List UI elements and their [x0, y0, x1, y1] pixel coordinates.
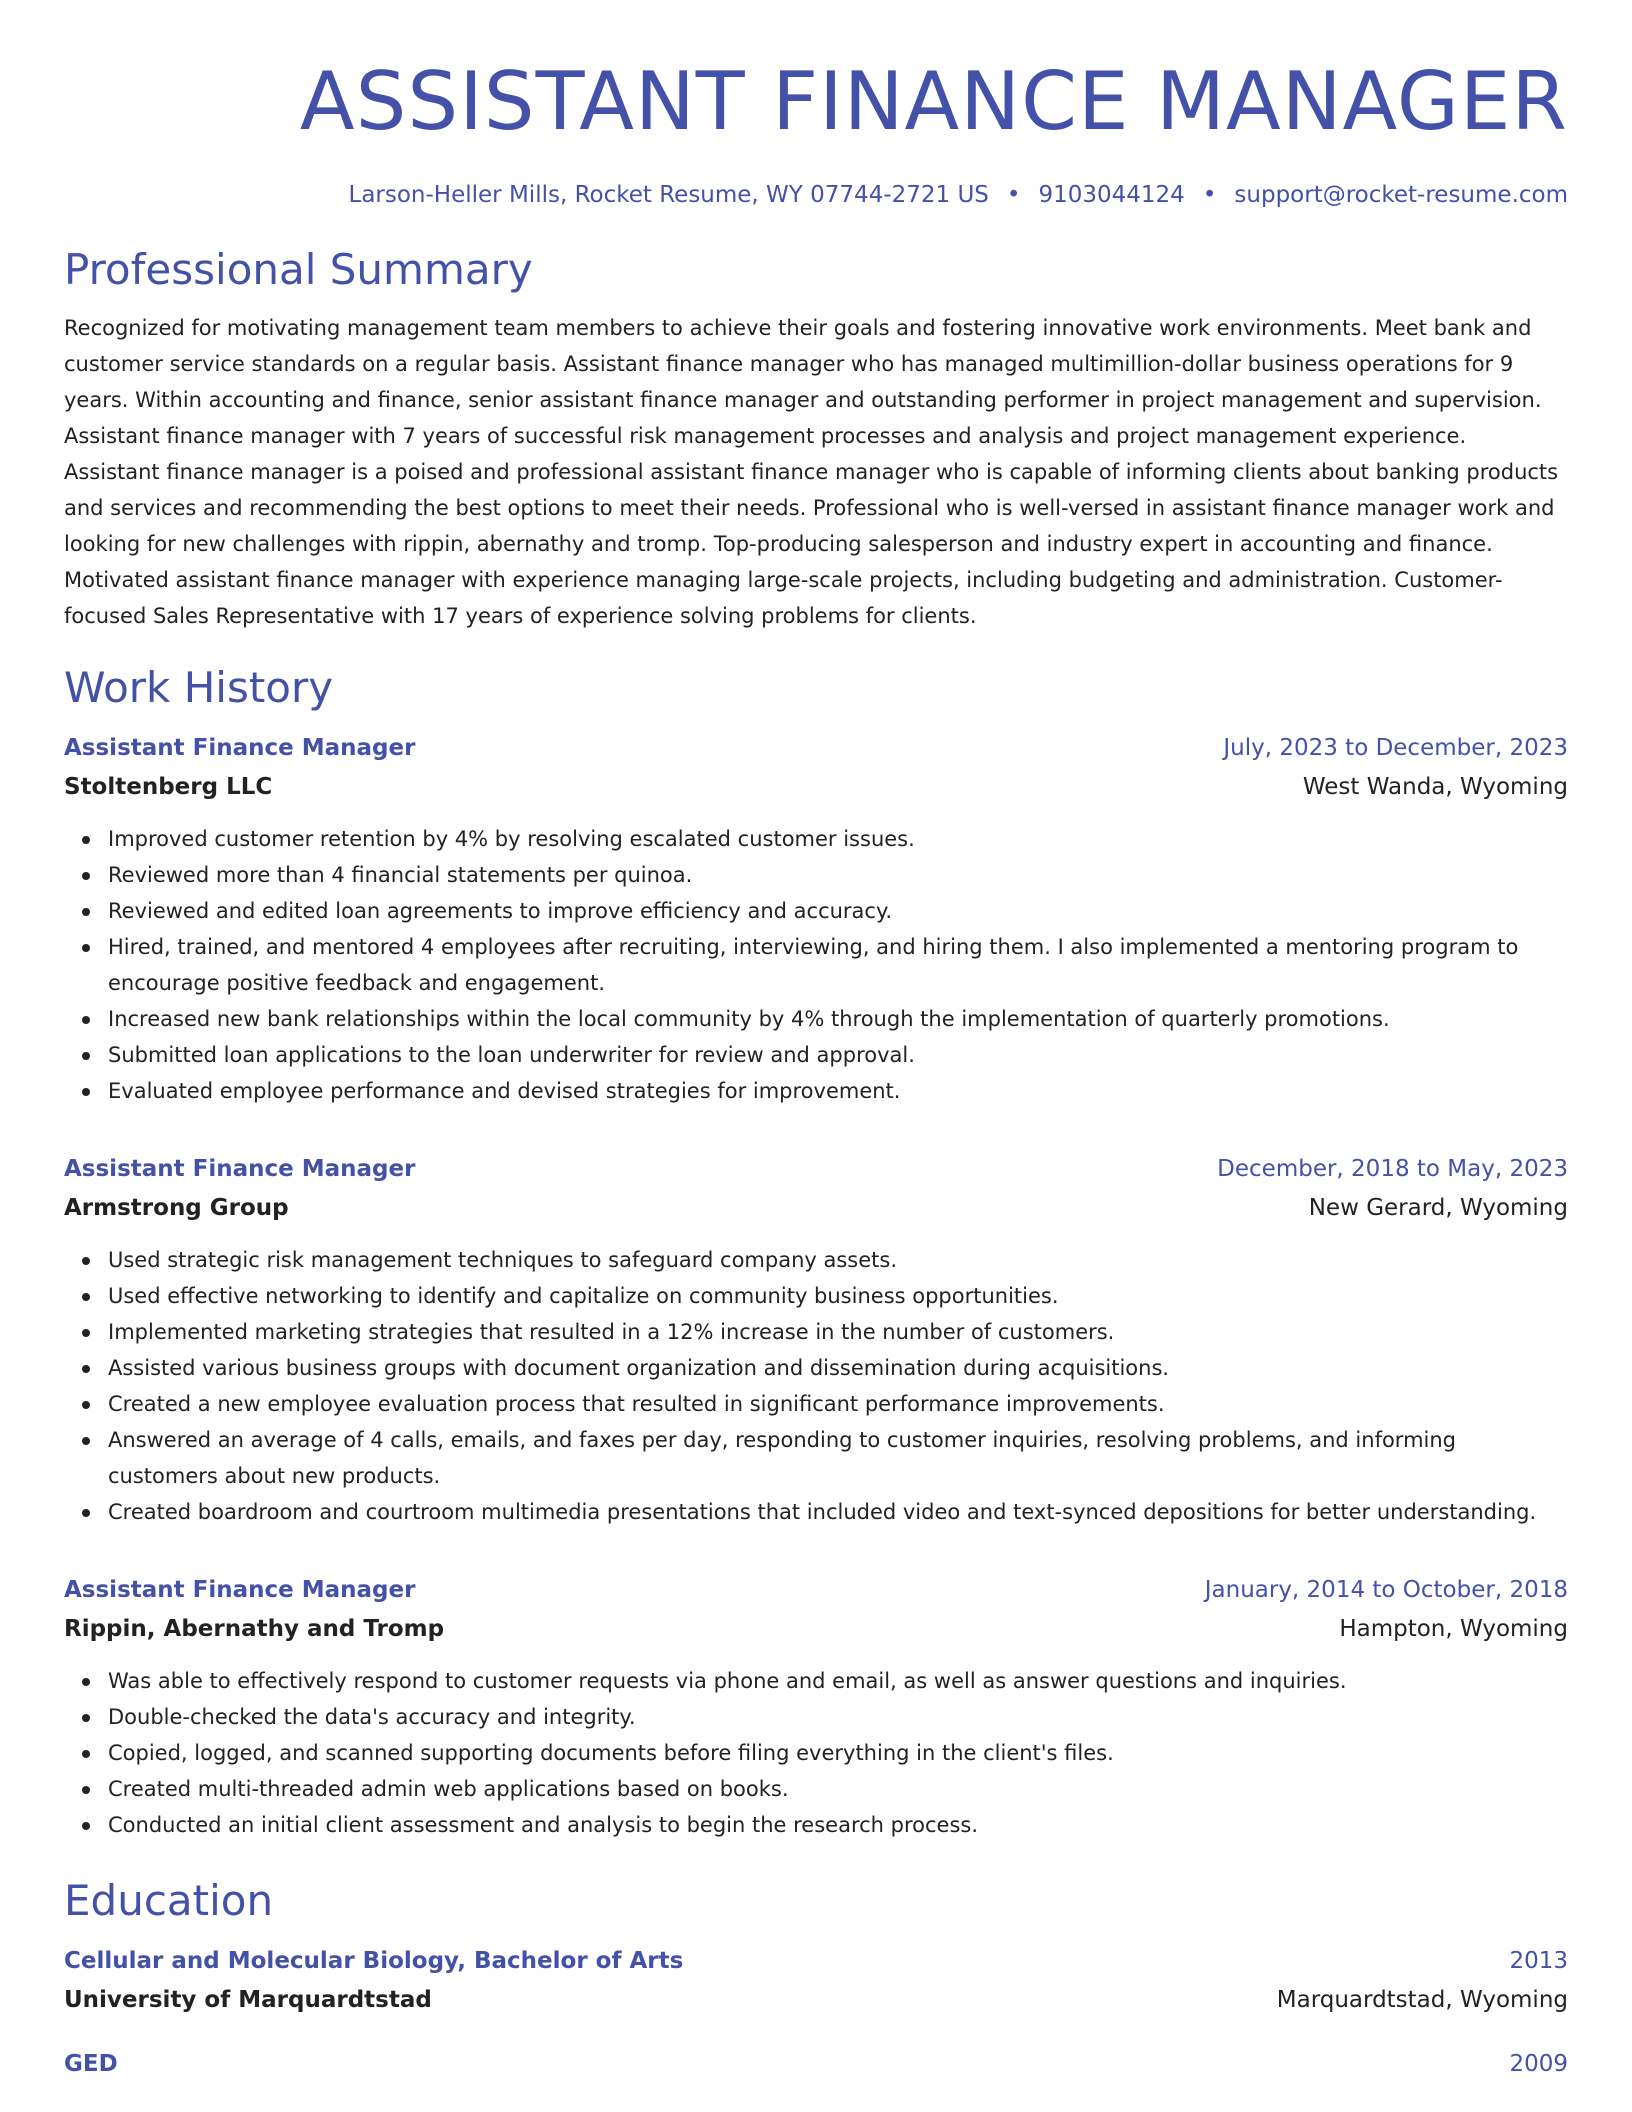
education-school-row	[64, 1977, 1568, 2016]
job-location: New Gerard, Wyoming	[1308, 1195, 1568, 1221]
job-bullet: Implemented marketing strategies that resulted in a 12% increase in the number of customers.	[108, 1314, 1568, 1350]
summary-text: Recognized for motivating management team members to achieve their goals and fostering innovative work environments. Meet bank and customer service standards on a regular basis. Assistant finance manager who has managed multimillion-dollar business operations for 9 years. Within accounting and finance, senior assistant finance manager and outstanding performer in project management and supervision. Assistant finance manager with 7 years of successful risk management processes and analysis and project management experience. Assistant finance manager is a poised and professional assistant finance manager who is capable of informing clients about banking products and services and recommending the best options to meet their needs. Professional who is well-versed in assistant finance manager work and looking for new challenges with rippin, abernathy and tromp. Top-producing salesperson and industry expert in accounting and finance. Motivated assistant finance manager with experience managing large-scale projects, including budgeting and administration. Customer-focused Sales Representative with 17 years of experience solving problems for clients.	[64, 316, 1559, 628]
education-degree: Cellular and Molecular Biology, Bachelor of Arts	[64, 1948, 684, 1974]
education-degree: GED	[64, 2051, 118, 2077]
contact-separator: •	[1006, 182, 1021, 208]
job-bullet: Reviewed more than 4 financial statements per quinoa.	[108, 857, 1568, 893]
job-bullet: Answered an average of 4 calls, emails, and faxes per day, responding to customer inquiries, resolving problems, and informing customers about new products.	[108, 1422, 1568, 1494]
job-company-row	[64, 1606, 1568, 1645]
education-entry	[64, 1945, 1568, 2016]
job-company: Rippin, Abernathy and Tromp	[64, 1616, 445, 1642]
job-title: Assistant Finance Manager	[64, 1577, 416, 1603]
contact-email: support@rocket-resume.com	[1234, 182, 1568, 208]
education-school: University of Marquardtstad	[64, 1987, 432, 2013]
education-degree-row	[64, 1945, 1568, 1977]
resume-header	[64, 52, 1568, 210]
contact-separator: •	[1202, 182, 1217, 208]
job-bullet: Increased new bank relationships within the local community by 4% through the implementation of quarterly promotions.	[108, 1001, 1568, 1037]
job-bullet: Double-checked the data's accuracy and integrity.	[108, 1699, 1568, 1735]
job-bullet: Evaluated employee performance and devised strategies for improvement.	[108, 1073, 1568, 1109]
job-bullet: Used effective networking to identify and capitalize on community business opportunities.	[108, 1278, 1568, 1314]
job-company-row	[64, 1185, 1568, 1224]
job-list	[64, 732, 1568, 1843]
professional-summary-section	[64, 244, 1568, 634]
education-section	[64, 1875, 1568, 2080]
job-dates: December, 2018 to May, 2023	[1217, 1156, 1568, 1182]
job-bullet-list	[64, 1663, 1568, 1843]
work-history-section	[64, 662, 1568, 1843]
job-title: Assistant Finance Manager	[64, 1156, 416, 1182]
job-dates: January, 2014 to October, 2018	[1204, 1577, 1568, 1603]
job-entry	[64, 732, 1568, 1109]
job-bullet-list	[64, 821, 1568, 1109]
job-company: Armstrong Group	[64, 1195, 289, 1221]
education-location: Marquardtstad, Wyoming	[1276, 1987, 1568, 2013]
job-title-row	[64, 1574, 1568, 1606]
education-year: 2009	[1509, 2051, 1568, 2077]
job-title-row	[64, 1153, 1568, 1185]
candidate-title: ASSISTANT FINANCE MANAGER	[299, 55, 1568, 148]
job-bullet: Created a new employee evaluation process that resulted in significant performance improvements.	[108, 1386, 1568, 1422]
job-bullet-list	[64, 1242, 1568, 1530]
contact-phone: 9103044124	[1038, 182, 1185, 208]
job-entry	[64, 1153, 1568, 1530]
section-heading: Education	[64, 1876, 274, 1925]
contact-address: Larson-Heller Mills, Rocket Resume, WY 07744-2721 US	[348, 182, 989, 208]
education-entry	[64, 2048, 1568, 2080]
job-bullet: Hired, trained, and mentored 4 employees after recruiting, interviewing, and hiring them. I also implemented a mentoring program to encourage positive feedback and engagement.	[108, 929, 1568, 1001]
job-company: Stoltenberg LLC	[64, 774, 273, 800]
job-location: West Wanda, Wyoming	[1302, 774, 1568, 800]
job-bullet: Reviewed and edited loan agreements to improve efficiency and accuracy.	[108, 893, 1568, 929]
job-bullet: Conducted an initial client assessment and analysis to begin the research process.	[108, 1807, 1568, 1843]
contact-line	[64, 180, 1568, 210]
education-list	[64, 1945, 1568, 2080]
job-dates: July, 2023 to December, 2023	[1223, 735, 1568, 761]
job-bullet: Was able to effectively respond to customer requests via phone and email, as well as answer questions and inquiries.	[108, 1663, 1568, 1699]
job-bullet: Created multi-threaded admin web applications based on books.	[108, 1771, 1568, 1807]
job-bullet: Created boardroom and courtroom multimedia presentations that included video and text-synced depositions for better understanding.	[108, 1494, 1568, 1530]
job-bullet: Assisted various business groups with document organization and dissemination during acquisitions.	[108, 1350, 1568, 1386]
education-year: 2013	[1509, 1948, 1568, 1974]
job-bullet: Improved customer retention by 4% by resolving escalated customer issues.	[108, 821, 1568, 857]
education-degree-row	[64, 2048, 1568, 2080]
job-bullet: Copied, logged, and scanned supporting documents before filing everything in the client's files.	[108, 1735, 1568, 1771]
section-heading: Professional Summary	[64, 245, 533, 294]
job-location: Hampton, Wyoming	[1339, 1616, 1568, 1642]
job-title-row	[64, 732, 1568, 764]
job-entry	[64, 1574, 1568, 1843]
job-bullet: Used strategic risk management techniques to safeguard company assets.	[108, 1242, 1568, 1278]
job-company-row	[64, 764, 1568, 803]
job-title: Assistant Finance Manager	[64, 735, 416, 761]
job-bullet: Submitted loan applications to the loan underwriter for review and approval.	[108, 1037, 1568, 1073]
section-heading: Work History	[64, 663, 334, 712]
